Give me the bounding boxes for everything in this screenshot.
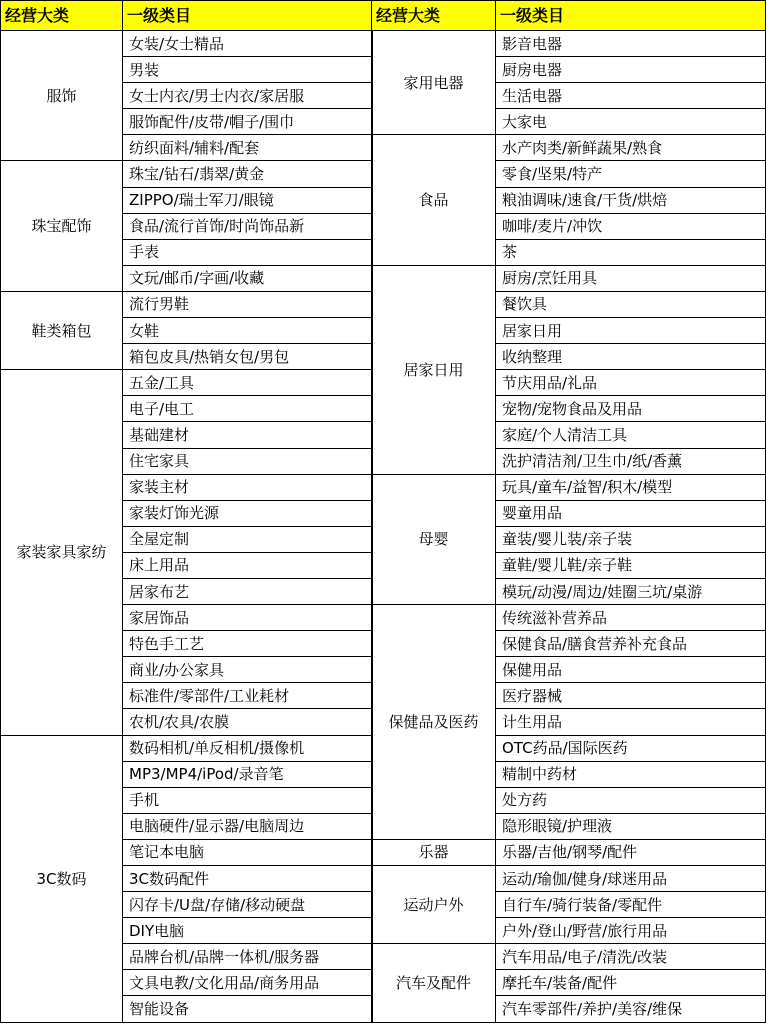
- subcategory-cell: 洗护清洁剂/卫生巾/纸/香薰: [496, 448, 766, 474]
- subcategory-cell: 商业/办公家具: [123, 657, 373, 683]
- subcategory-cell: 汽车零部件/养护/美容/维保: [496, 996, 766, 1023]
- table-row: [372, 866, 766, 892]
- subcategory-cell: 保健用品: [496, 657, 766, 683]
- subcategory-cell: 运动/瑜伽/健身/球迷用品: [496, 866, 766, 892]
- subcategory-cell: 电子/电工: [123, 396, 373, 422]
- subcategory-cell: 厨房电器: [496, 57, 766, 83]
- header-category: 经营大类: [372, 1, 496, 31]
- subcategory-cell: 医疗器械: [496, 683, 766, 709]
- subcategory-cell: 婴童用品: [496, 500, 766, 526]
- subcategory-cell: 标准件/零部件/工业耗材: [123, 683, 373, 709]
- category-cell: 汽车及配件: [372, 944, 496, 1023]
- header-category: 经营大类: [1, 1, 123, 31]
- subcategory-cell: 纺织面料/辅料/配套: [123, 135, 373, 161]
- subcategory-cell: 食品/流行首饰/时尚饰品新: [123, 213, 373, 239]
- subcategory-cell: 餐饮具: [496, 291, 766, 317]
- subcategory-cell: 家居饰品: [123, 605, 373, 631]
- subcategory-cell: 隐形眼镜/护理液: [496, 813, 766, 839]
- subcategory-cell: ZIPPO/瑞士军刀/眼镜: [123, 187, 373, 213]
- table-row: [1, 291, 373, 317]
- subcategory-cell: 户外/登山/野营/旅行用品: [496, 918, 766, 944]
- subcategory-cell: 自行车/骑行装备/零配件: [496, 892, 766, 918]
- category-table-left: [0, 0, 373, 1023]
- subcategory-cell: 农机/农具/农膜: [123, 709, 373, 735]
- subcategory-cell: 数码相机/单反相机/摄像机: [123, 735, 373, 761]
- subcategory-cell: 珠宝/钻石/翡翠/黄金: [123, 161, 373, 187]
- subcategory-cell: 住宅家具: [123, 448, 373, 474]
- subcategory-cell: 居家布艺: [123, 578, 373, 604]
- category-cell: 乐器: [372, 839, 496, 865]
- subcategory-cell: 品牌台机/品牌一体机/服务器: [123, 944, 373, 970]
- subcategory-cell: 玩具/童车/益智/积木/模型: [496, 474, 766, 500]
- table-row: [372, 31, 766, 57]
- subcategory-cell: 童鞋/婴儿鞋/亲子鞋: [496, 552, 766, 578]
- category-cell: 运动户外: [372, 866, 496, 944]
- category-cell: 居家日用: [372, 265, 496, 474]
- subcategory-cell: 床上用品: [123, 552, 373, 578]
- category-table-right: [371, 0, 766, 1023]
- subcategory-cell: MP3/MP4/iPod/录音笔: [123, 761, 373, 787]
- subcategory-cell: 3C数码配件: [123, 866, 373, 892]
- subcategory-cell: 零食/坚果/特产: [496, 161, 766, 187]
- subcategory-cell: DIY电脑: [123, 918, 373, 944]
- table-row: [372, 605, 766, 631]
- subcategory-cell: 保健食品/膳食营养补充食品: [496, 631, 766, 657]
- subcategory-cell: 乐器/吉他/钢琴/配件: [496, 839, 766, 865]
- category-cell: 珠宝配饰: [1, 161, 123, 291]
- subcategory-cell: 模玩/动漫/周边/娃圈三坑/桌游: [496, 578, 766, 604]
- subcategory-cell: 收纳整理: [496, 344, 766, 370]
- category-cell: 食品: [372, 135, 496, 265]
- category-cell: 鞋类箱包: [1, 291, 123, 369]
- subcategory-cell: 特色手工艺: [123, 631, 373, 657]
- subcategory-cell: 咖啡/麦片/冲饮: [496, 213, 766, 239]
- subcategory-cell: 流行男鞋: [123, 291, 373, 317]
- subcategory-cell: 茶: [496, 239, 766, 265]
- subcategory-cell: 生活电器: [496, 83, 766, 109]
- subcategory-cell: 宠物/宠物食品及用品: [496, 396, 766, 422]
- subcategory-cell: 闪存卡/U盘/存储/移动硬盘: [123, 892, 373, 918]
- subcategory-cell: 影音电器: [496, 31, 766, 57]
- subcategory-cell: 手表: [123, 239, 373, 265]
- subcategory-cell: 精制中药材: [496, 761, 766, 787]
- right-table-body: [372, 1, 766, 1023]
- subcategory-cell: 女鞋: [123, 318, 373, 344]
- subcategory-cell: 节庆用品/礼品: [496, 370, 766, 396]
- category-cell: 服饰: [1, 31, 123, 161]
- category-cell: 家用电器: [372, 31, 496, 135]
- subcategory-cell: 男装: [123, 57, 373, 83]
- table-row: [372, 839, 766, 865]
- subcategory-cell: 文玩/邮币/字画/收藏: [123, 265, 373, 291]
- table-row: [1, 735, 373, 761]
- subcategory-cell: 居家日用: [496, 318, 766, 344]
- subcategory-cell: 水产肉类/新鲜蔬果/熟食: [496, 135, 766, 161]
- subcategory-cell: 服饰配件/皮带/帽子/围巾: [123, 109, 373, 135]
- header-subcategory: 一级类目: [123, 1, 373, 31]
- left-table-body: [1, 1, 373, 1023]
- subcategory-cell: 五金/工具: [123, 370, 373, 396]
- subcategory-cell: OTC药品/国际医药: [496, 735, 766, 761]
- category-cell: 保健品及医药: [372, 605, 496, 840]
- category-cell: 家装家具家纺: [1, 370, 123, 735]
- subcategory-cell: 粮油调味/速食/干货/烘焙: [496, 187, 766, 213]
- subcategory-cell: 女装/女士精品: [123, 31, 373, 57]
- subcategory-cell: 摩托车/装备/配件: [496, 970, 766, 996]
- header-row: [1, 1, 373, 31]
- table-row: [1, 161, 373, 187]
- subcategory-cell: 传统滋补营养品: [496, 605, 766, 631]
- category-cell: 母婴: [372, 474, 496, 604]
- subcategory-cell: 家装灯饰光源: [123, 500, 373, 526]
- subcategory-cell: 笔记本电脑: [123, 839, 373, 865]
- table-row: [372, 265, 766, 291]
- subcategory-cell: 女士内衣/男士内衣/家居服: [123, 83, 373, 109]
- subcategory-cell: 文具电教/文化用品/商务用品: [123, 970, 373, 996]
- subcategory-cell: 家装主材: [123, 474, 373, 500]
- subcategory-cell: 智能设备: [123, 996, 373, 1023]
- subcategory-cell: 全屋定制: [123, 526, 373, 552]
- subcategory-cell: 厨房/烹饪用具: [496, 265, 766, 291]
- subcategory-cell: 手机: [123, 787, 373, 813]
- subcategory-cell: 箱包皮具/热销女包/男包: [123, 344, 373, 370]
- subcategory-cell: 童装/婴儿装/亲子装: [496, 526, 766, 552]
- table-row: [1, 370, 373, 396]
- header-row: [372, 1, 766, 31]
- subcategory-cell: 处方药: [496, 787, 766, 813]
- header-subcategory: 一级类目: [496, 1, 766, 31]
- subcategory-cell: 基础建材: [123, 422, 373, 448]
- table-row: [372, 944, 766, 970]
- subcategory-cell: 电脑硬件/显示器/电脑周边: [123, 813, 373, 839]
- category-cell: 3C数码: [1, 735, 123, 1022]
- table-row: [372, 135, 766, 161]
- table-row: [1, 31, 373, 57]
- table-row: [372, 474, 766, 500]
- subcategory-cell: 大家电: [496, 109, 766, 135]
- subcategory-cell: 家庭/个人清洁工具: [496, 422, 766, 448]
- subcategory-cell: 汽车用品/电子/清洗/改装: [496, 944, 766, 970]
- subcategory-cell: 计生用品: [496, 709, 766, 735]
